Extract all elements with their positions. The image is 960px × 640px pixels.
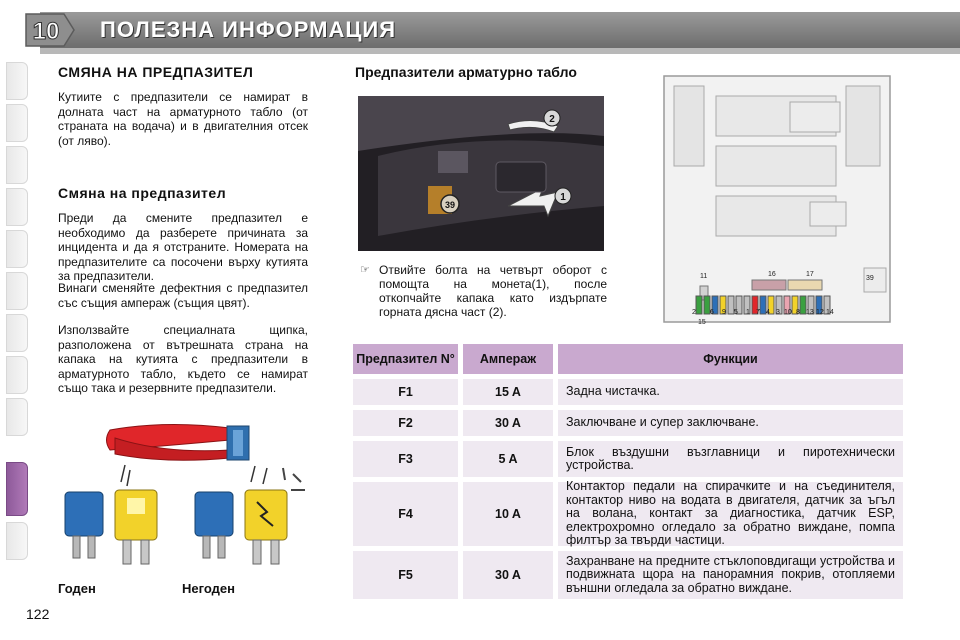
fuse-label: 11: [700, 273, 708, 280]
fuse-label: 2: [692, 309, 696, 316]
fuse-label: 1: [746, 309, 750, 316]
dashboard-fuses-heading: Предпазители арматурно табло: [355, 64, 577, 80]
fuse-number: F5: [353, 551, 458, 599]
photo-label-1: 1: [560, 192, 566, 203]
photo-label-2: 2: [549, 114, 555, 125]
chapter-tab[interactable]: [6, 146, 28, 184]
fuse-label: 14: [826, 309, 834, 316]
chapter-tab[interactable]: [6, 188, 28, 226]
chapter-tab[interactable]: [6, 398, 28, 436]
fuse-number: F4: [353, 482, 458, 546]
fuse-label: 7: [756, 309, 760, 316]
fuse-label: 16: [768, 271, 776, 278]
chapter-tab-active[interactable]: [6, 462, 28, 516]
chapter-tab[interactable]: [6, 272, 28, 310]
fuse-function: Блок въздушни възглавници и пиротехнически устройства.: [558, 441, 903, 477]
fuse-label: 10: [784, 309, 792, 316]
chapter-tab[interactable]: [6, 62, 28, 100]
page-header: [0, 0, 960, 60]
fuse-label: 9: [722, 309, 726, 316]
fuse-number: F3: [353, 441, 458, 477]
caption-bad: Негоден: [182, 581, 235, 596]
caption-good: Годен: [58, 581, 96, 596]
table-row: [353, 379, 903, 405]
page-title: ПОЛЕЗНА ИНФОРМАЦИЯ: [100, 17, 397, 42]
instruction-text: Отвийте болта на четвърт оборот с помощта на монета(1), после откопчайте капака като издърпате горната дясна част (2).: [379, 263, 607, 319]
chapter-tab[interactable]: [6, 104, 28, 142]
fuse-label: 5: [734, 309, 738, 316]
subsection-heading: Смяна на предпазител: [58, 185, 227, 201]
fuse-amperage: 30 A: [463, 410, 553, 436]
fuse-label: 3: [776, 309, 780, 316]
header-fuse-number: Предпазител N°: [353, 344, 458, 374]
fuse-function: Заключване и супер заключване.: [558, 410, 903, 436]
section-heading: СМЯНА НА ПРЕДПАЗИТЕЛ: [58, 64, 254, 80]
header-amperage: Ампераж: [463, 344, 553, 374]
fuse-label: 15: [698, 319, 706, 326]
table-row: [353, 551, 903, 599]
chapter-tab[interactable]: [6, 314, 28, 352]
fuse-label: 8: [796, 309, 800, 316]
chapter-tab[interactable]: [6, 356, 28, 394]
page-number: 122: [26, 606, 50, 622]
fuse-amperage: 5 A: [463, 441, 553, 477]
fuse-illustration: [55, 410, 315, 580]
fuse-number: F2: [353, 410, 458, 436]
table-row: [353, 410, 903, 436]
table-row: [353, 441, 903, 477]
fuse-function: Контактор педали на спирачките и на съединителя, контактор ниво на водата в двигателя, датчик за ъгъл на волана, контакт за диагностика, датчик ESP, електрохромно огледало за обратно виждане, помпа филтър за твърди частици.: [558, 482, 903, 546]
chapter-tabs: [0, 62, 32, 582]
paragraph-same-amperage: Винаги сменяйте дефектния с предпазител със същия ампераж (същия цвят).: [58, 281, 308, 310]
chapter-badge-icon: [20, 8, 76, 52]
fuse-function: Задна чистачка.: [558, 379, 903, 405]
fuse-label: 4: [766, 309, 770, 316]
paragraph-pliers: Използвайте специалната щипка, разположена от вътрешната страна на капака на кутията с предпазители в арматурното табло, където се намират също така и резервните предпазители.: [58, 323, 308, 395]
photo-label-39: 39: [444, 200, 456, 210]
fuse-pliers-icon: [107, 424, 250, 460]
fuse-table: [353, 344, 903, 604]
intro-paragraph: Кутиите с предпазители се намират в долната част на арматурното табло (от страната на водача) и в двигателния отсек (от ляво).: [58, 90, 308, 148]
chapter-tab[interactable]: [6, 522, 28, 560]
dashboard-fusebox-photo: [358, 96, 604, 251]
fusebox-diagram: [650, 72, 906, 328]
fuse-number: F1: [353, 379, 458, 405]
paragraph-cause: Преди да смените предпазител е необходимо да разберете причината за инцидента и да я отстраните. Номерата на предпазителите са посочени върху кутията за предпазители.: [58, 211, 308, 283]
header-functions: Функции: [558, 344, 903, 374]
fuse-label: 6: [710, 309, 714, 316]
fuse-label: 12: [816, 309, 824, 316]
chapter-number: 10: [32, 18, 60, 45]
good-fuse-icon: [65, 490, 157, 564]
fuse-label: 17: [806, 271, 814, 278]
blown-fuse-icon: [195, 468, 305, 564]
fuse-label: 13: [806, 309, 814, 316]
fuse-amperage: 10 A: [463, 482, 553, 546]
table-header-row: [353, 344, 903, 374]
fuse-label: 39: [866, 275, 874, 282]
chapter-tab[interactable]: [6, 230, 28, 268]
hand-pointer-icon: ☞: [360, 264, 370, 276]
dashboard-photo-icon: [358, 96, 604, 251]
fuse-function: Захранване на предните стъклоповдигащи устройства и подвижната щора на панорамния покрив, отопляеми външни огледала за обратно виждане.: [558, 551, 903, 599]
fuse-amperage: 30 A: [463, 551, 553, 599]
fuse-amperage: 15 A: [463, 379, 553, 405]
table-row: [353, 479, 903, 548]
